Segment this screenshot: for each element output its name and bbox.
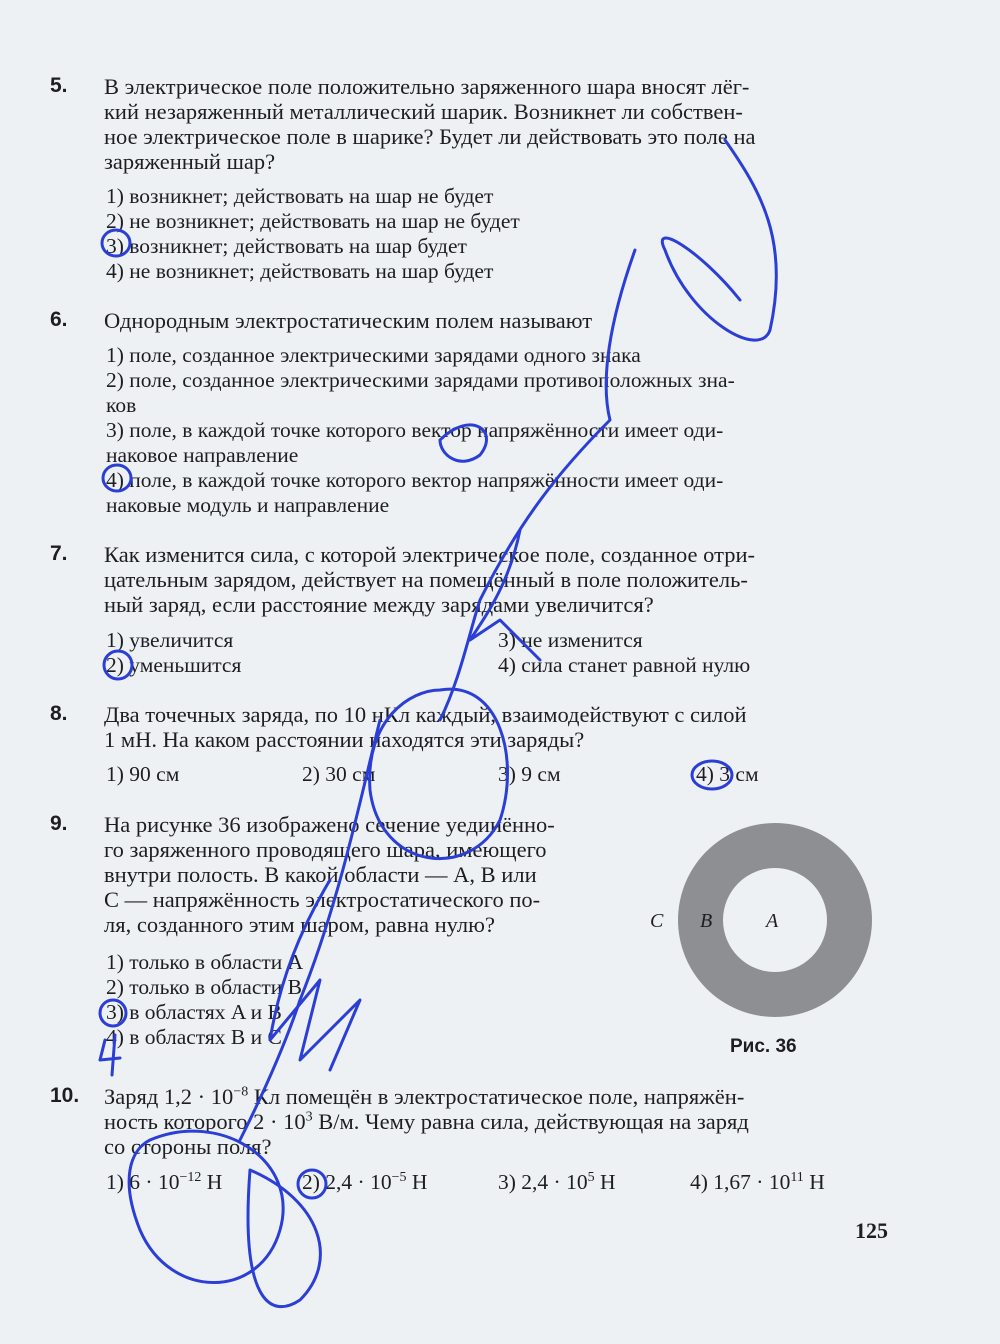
text-line [104, 1109, 894, 1134]
region-label-a: A [766, 910, 779, 932]
answer-option[interactable]: 1) поле, созданное электрическими зарядами одного знака [106, 343, 641, 367]
answer-option[interactable]: 2) не возникнет; действовать на шар не будет [106, 209, 520, 233]
text-line: цательным зарядом, действует на помещённый в поле положитель- [104, 567, 748, 592]
answer-option[interactable]: 2) 30 см [302, 762, 376, 786]
answer-option[interactable] [498, 1170, 615, 1195]
answer-option[interactable] [106, 1170, 222, 1195]
answer-option[interactable] [302, 1170, 427, 1195]
exponent: 11 [790, 1169, 804, 1185]
answer-option[interactable]: 1) 90 см [106, 762, 180, 786]
text-line: го заряженного проводящего шара, имеющего [104, 837, 547, 862]
text-line: внутри полость. В какой области — A, B или [104, 862, 537, 887]
page-number: 125 [855, 1218, 888, 1243]
answer-option[interactable]: 2) поле, созданное электрическими зарядами противоположных зна- [106, 368, 735, 392]
question-number: 9. [50, 812, 68, 835]
exponent: 5 [587, 1169, 595, 1185]
answer-option[interactable]: 1) возникнет; действовать на шар не будет [106, 184, 494, 208]
exponent: −8 [233, 1084, 249, 1100]
answer-option-continued: наковое направление [106, 443, 299, 467]
text-part: ность которого 2 · 10 [104, 1109, 306, 1134]
answer-option[interactable]: 3) в областях A и B [106, 1000, 282, 1024]
answer-option[interactable]: 1) увеличится [106, 628, 234, 652]
text-line: кий незаряженный металлический шарик. Возникнет ли собствен- [104, 99, 743, 124]
text-part: Заряд 1,2 · 10 [104, 1084, 234, 1109]
text-line: В электрическое поле положительно заряженного шара вносят лёг- [104, 74, 750, 99]
region-label-b: B [700, 910, 713, 932]
answer-option[interactable]: 1) только в области A [106, 950, 304, 974]
region-label-c: C [650, 910, 664, 932]
exponent: 3 [305, 1109, 313, 1125]
text-part: Н [406, 1170, 428, 1194]
text-part: 2) 2,4 · 10 [302, 1170, 392, 1194]
text-line [104, 1084, 894, 1109]
text-line: заряженный шар? [104, 149, 276, 174]
answer-option[interactable]: 2) только в области B [106, 975, 302, 999]
answer-option-continued: ков [106, 393, 137, 417]
text-line: ля, созданного этим шаром, равна нулю? [104, 912, 495, 937]
answer-option[interactable]: 4) в областях B и C [106, 1025, 282, 1049]
answer-option-continued: наковые модуль и направление [106, 493, 390, 517]
question-text [104, 812, 644, 937]
answer-option[interactable]: 3) возникнет; действовать на шар будет [106, 234, 467, 258]
answer-option[interactable]: 4) сила станет равной нулю [498, 653, 751, 677]
exponent: −12 [179, 1169, 202, 1185]
text-part: Н [201, 1170, 223, 1194]
text-line: ный заряд, если расстояние между зарядами увеличится? [104, 592, 654, 617]
question-number: 5. [50, 74, 68, 97]
question-number: 6. [50, 308, 68, 331]
text-line: Два точечных заряда, по 10 нКл каждый, взаимодействуют с силой [104, 702, 747, 727]
question-text [104, 308, 894, 333]
question-text [104, 542, 894, 617]
text-line: C — напряжённость электростатического по- [104, 887, 541, 912]
answer-option[interactable] [690, 1170, 825, 1195]
text-line: Как изменится сила, с которой электрическое поле, созданное отри- [104, 542, 755, 567]
text-line: со стороны поля? [104, 1134, 272, 1159]
question-number: 10. [50, 1084, 80, 1107]
answer-option[interactable]: 3) поле, в каждой точке которого вектор напряжённости имеет оди- [106, 418, 724, 442]
text-part: 1) 6 · 10 [106, 1170, 180, 1194]
conductor-cross-section [650, 818, 900, 1068]
question-text [104, 74, 894, 174]
text-line: Однородным электростатическим полем называют [104, 308, 593, 333]
answer-option[interactable]: 4) поле, в каждой точке которого вектор напряжённости имеет оди- [106, 468, 724, 492]
text-part: В/м. Чему равна сила, действующая на заряд [312, 1109, 749, 1134]
answer-option[interactable]: 4) 3 см [696, 762, 759, 786]
answer-option[interactable]: 4) не возникнет; действовать на шар будет [106, 259, 494, 283]
text-part: Н [594, 1170, 616, 1194]
text-line: На рисунке 36 изображено сечение уединённо- [104, 812, 555, 837]
figure-36 [650, 818, 900, 1068]
question-number: 8. [50, 702, 68, 725]
figure-caption: Рис. 36 [730, 1036, 797, 1057]
text-part: Кл помещён в электростатическое поле, напряжён- [248, 1084, 745, 1109]
text-line: 1 мН. На каком расстоянии находятся эти заряды? [104, 727, 585, 752]
question-number: 7. [50, 542, 68, 565]
answer-option[interactable]: 2) уменьшится [106, 653, 242, 677]
question-text [104, 1084, 894, 1159]
text-line: ное электрическое поле в шарике? Будет ли действовать это поле на [104, 124, 756, 149]
exponent: −5 [391, 1169, 407, 1185]
question-text [104, 702, 894, 752]
answer-option[interactable]: 3) не изменится [498, 628, 643, 652]
text-part: 4) 1,67 · 10 [690, 1170, 791, 1194]
text-part: 3) 2,4 · 10 [498, 1170, 588, 1194]
text-part: Н [803, 1170, 825, 1194]
answer-option[interactable]: 3) 9 см [498, 762, 561, 786]
